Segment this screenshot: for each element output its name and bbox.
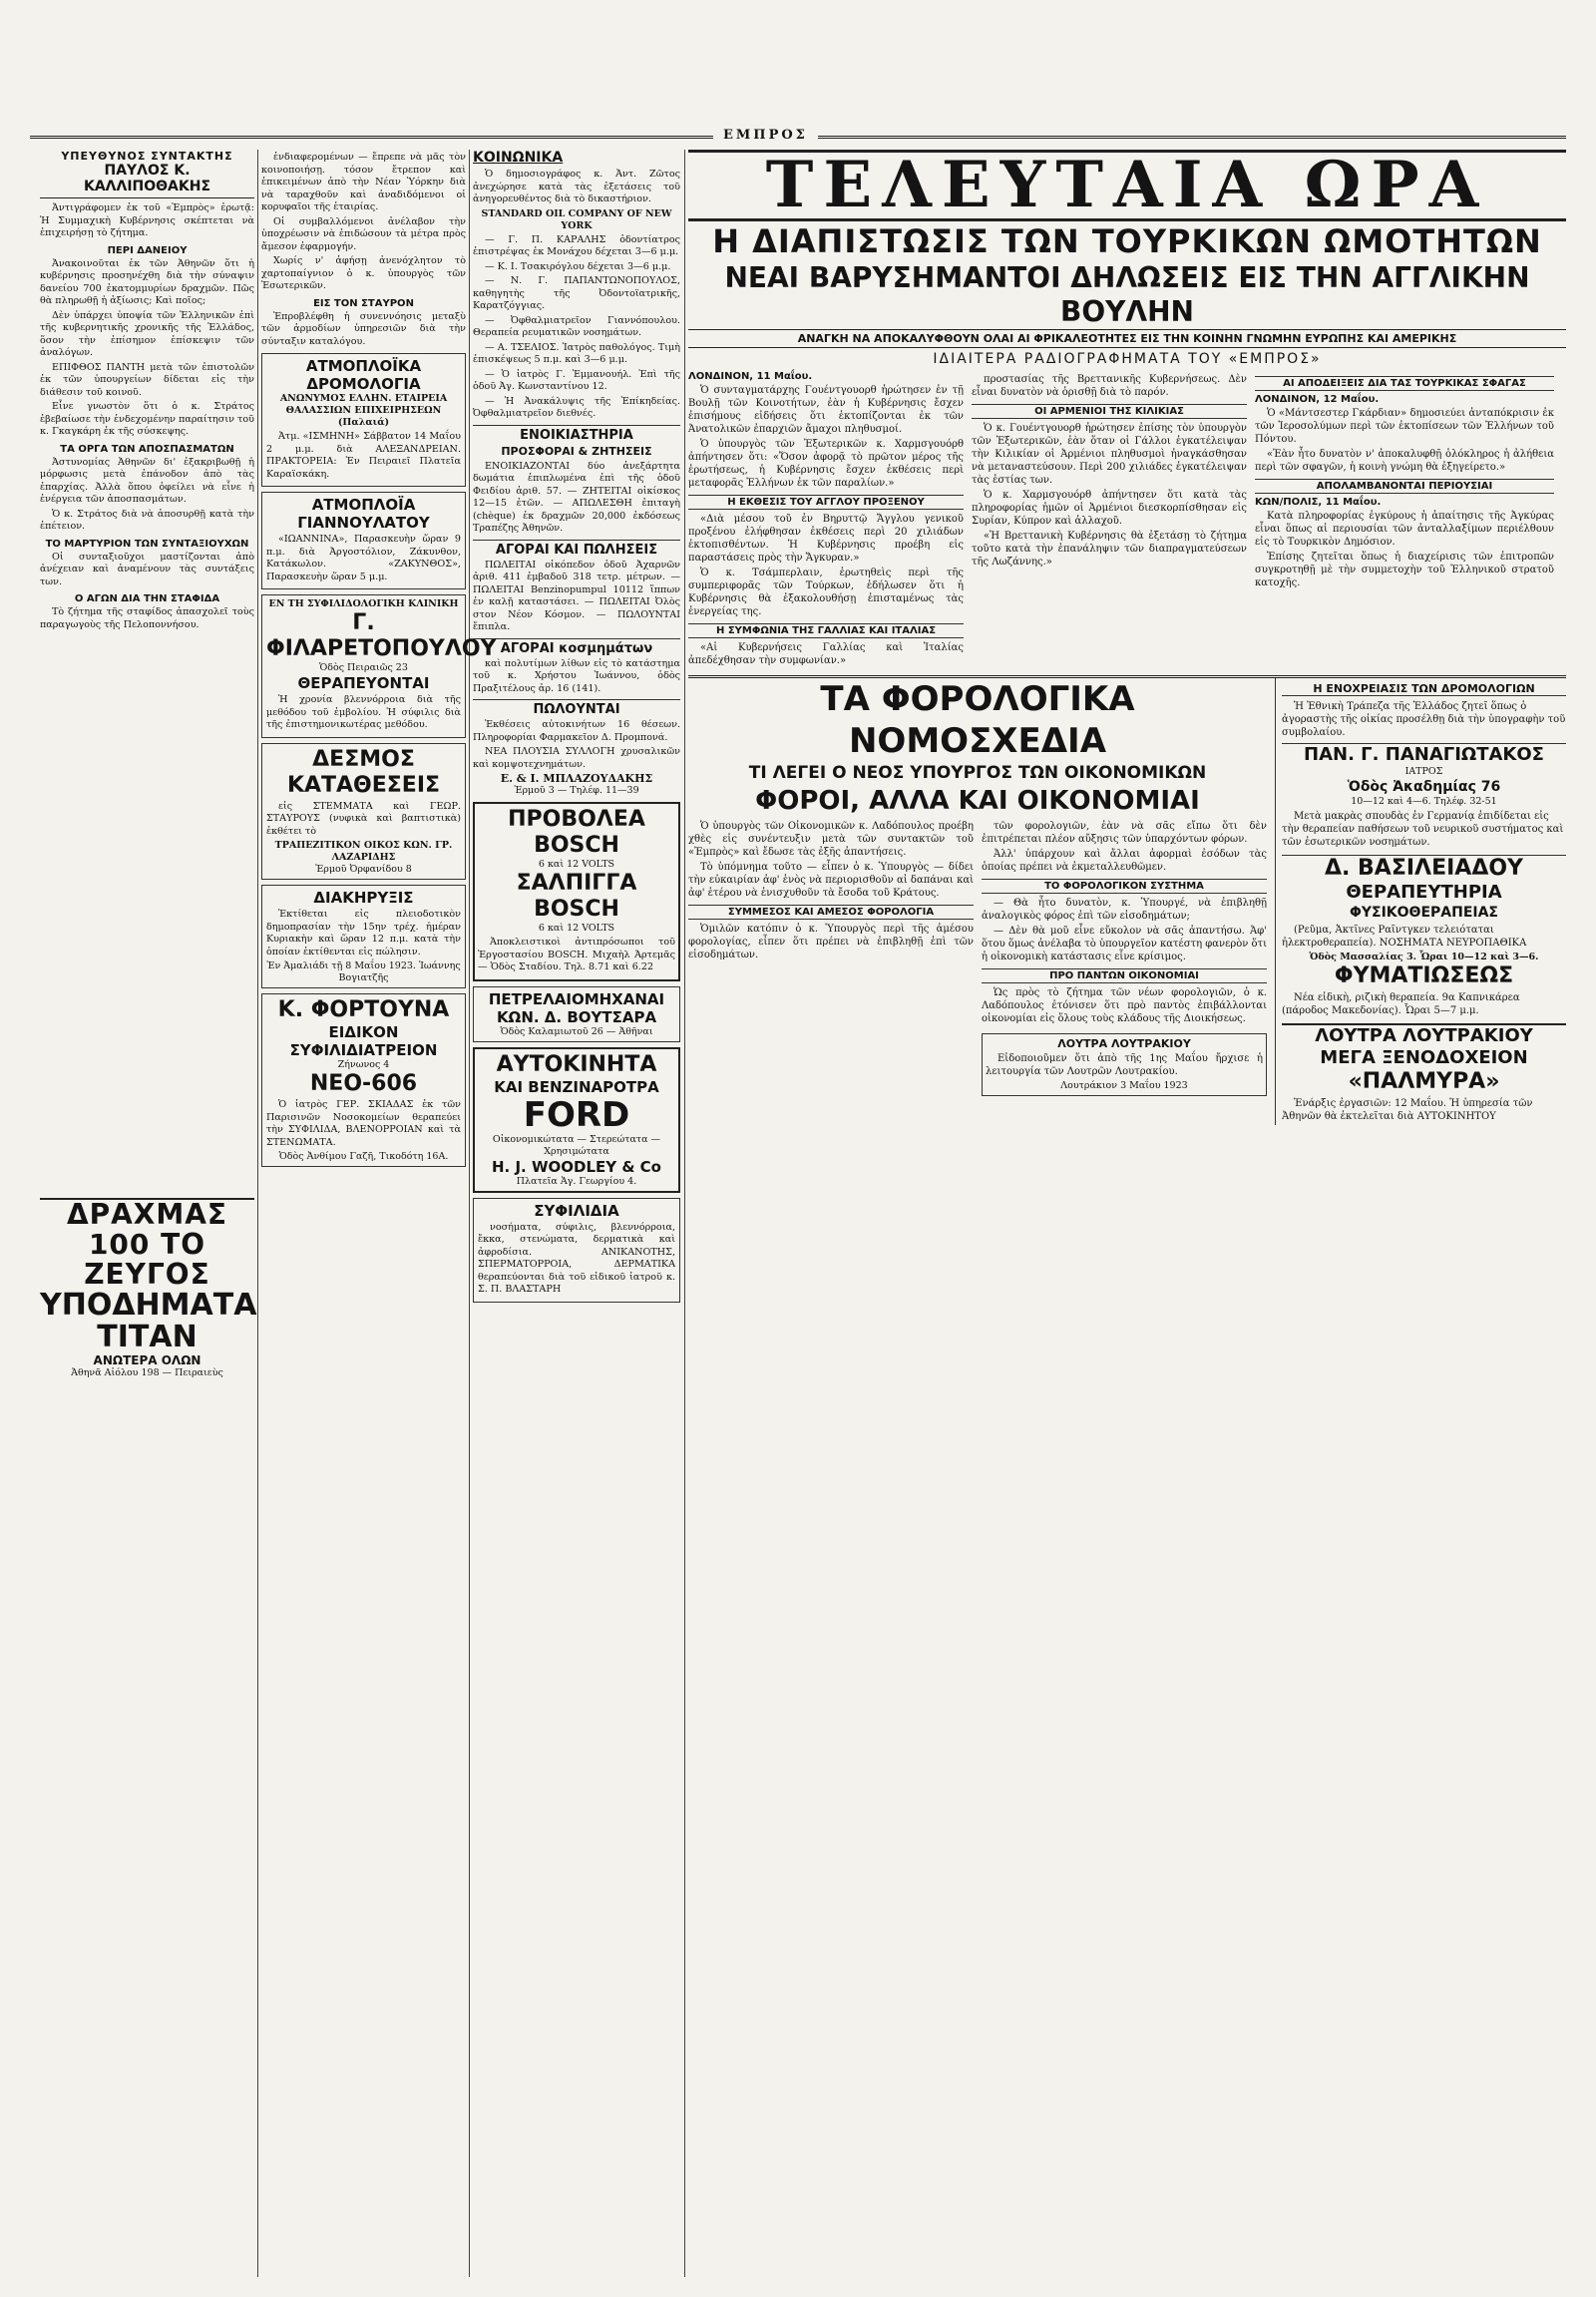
shipping-ad-company: ΑΝΩΝΥΜΟΣ ΕΛΛΗΝ. ΕΤΑΙΡΕΙΑ: [279, 393, 448, 404]
news-column-2: [972, 371, 1247, 669]
article-paragraph: Ὡς πρὸς τὸ ζήτημα τῶν νέων φορολογιῶν, ὁ κ. Λαδόπουλος ἐτόνισεν ὅτι πρὸ παντὸς ἐπιβάλλονται οἰκονομίαι εἰς ὅλους τοὺς κλάδους τῆς Διοικήσεως.: [982, 987, 1267, 1024]
article-heading: ΤΑ ΟΡΓΑ ΤΩΝ ΑΠΟΣΠΑΣΜΑΤΩΝ: [60, 443, 234, 455]
shipping-ad-2-body: «ΙΩΑΝΝΙΝΑ», Παρασκευὴν ὥραν 9 π.μ. διὰ Ἀργοστόλιον, Ζάκυνθον, Κατάκωλον. «ΖΑΚΥΝΘΟΣ», Παρασκευὴν ὥραν 5 μ.μ.: [266, 534, 461, 582]
syphilis-ad-title: ΣΥΦΙΛΙΔΙΑ: [534, 1201, 619, 1220]
front-section: [688, 150, 1566, 2287]
doctor-ad-address-2: Ὁδὸς Ἀνθίμου Γαζῆ, Τικοδότη 16Α.: [278, 1151, 449, 1162]
therapy-name: Δ. ΒΑΣΙΛΕΙΑΔΟΥ: [1282, 855, 1566, 882]
bosch-ad-title-2: ΣΑΛΠΙΓΓΑ BOSCH: [516, 871, 637, 922]
spa-notice-title: ΛΟΥΤΡΑ ΛΟΥΤΡΑΚΙΟΥ: [1057, 1037, 1191, 1050]
doctor-body: Μετὰ μακρὰς σπουδὰς ἐν Γερμανίᾳ ἐπιδίδεται εἰς τὴν θεραπείαν παθήσεων τοῦ νευρικοῦ συστήματος καὶ τῶν ἐσωτερικῶν νοσημάτων.: [1282, 811, 1564, 848]
shipping-ad-2: [261, 492, 466, 589]
classified-text: ΠΩΛΕΙΤΑΙ οἰκόπεδον ὁδοῦ Ἀχαρνῶν ἀριθ. 411 ἐμβαδοῦ 318 τετρ. μέτρων. — ΠΩΛΕΙΤΑΙ Benzinopumpul 10112 ἵππων ἐν καλῇ καταστάσει. — ΠΩΛΕΙΤΑΙ Ὀλὸς στον Νέον Κόσμον. — ΠΩΛΟΥΝΤΑΙ ἔπιπλα.: [473, 559, 680, 632]
article-paragraph: Χωρίς ν' ἀφήσῃ ἀνενόχλητον τὸ χαρτοπαίγνιον ὁ κ. ὑπουργὸς τῶν Ἐσωτερικῶν.: [261, 255, 466, 291]
dateline: ΛΟΝΔΙΝΟΝ, 11 Μαΐου.: [688, 371, 813, 382]
classifieds-subheading: ΠΡΟΣΦΟΡΑΙ & ΖΗΤΗΣΕΙΣ: [501, 444, 652, 458]
ford-ad-tagline: Οἰκονομικώτατα — Στερεώτατα — Χρησιμώτατα: [492, 1133, 661, 1157]
doctor-ad-sub: ΕΙΔΙΚΟΝ ΣΥΦΙΛΙΔΙΑΤΡΕΙΟΝ: [289, 1023, 438, 1059]
article-paragraph: Ἀστυνομίας Ἀθηνῶν δι' ἐξακριβωθῇ ἡ μόρφωσις μετὰ ἐπάνοδον ἀπὸ τὰς ἐπαρχίας. Ἀλλὰ ὅπου ὀφείλει νὰ εἶνε ἡ ἐνέργεια τῶν ἀποσπασμάτων.: [40, 456, 254, 505]
article-paragraph: Κατὰ πληροφορίας ἐγκύρους ἡ ἀπαίτησις τῆς Ἀγκύρας εἶναι ὅπως αἱ περιουσίαι τῶν ἀνταλλαξίμων περιέλθουν εἰς τὸ Τουρκικὸν Δημόσιον.: [1255, 511, 1554, 548]
doctor-hours: 10—12 καὶ 4—6. Τηλέφ. 32-51: [1351, 796, 1497, 807]
article-paragraph: — Α. ΤΣΕΛΙΟΣ. Ἰατρὸς παθολόγος. Τιμὴ ἐπισκέψεως 5 π.μ. καὶ 3—6 μ.μ.: [473, 341, 680, 365]
notice-ad-body: Ἐκτίθεται εἰς πλειοδοτικὸν δημοπρασίαν τὴν 15ην τρέχ. ἡμέραν Κυριακὴν καὶ ὥραν 12 π.μ. κατὰ τὴν ὁποίαν ἐκτίθενται εἰς πώλησιν.: [266, 909, 461, 957]
company-ad-address: Ἐρμοῦ 3 — Τηλέφ. 11—39: [514, 785, 639, 796]
article-paragraph: τῶν φορολογιῶν, ἐὰν νὰ σᾶς εἴπω ὅτι δὲν ἐπιτρέπεται πλέον αὔξησις τῶν ὑπαρχόντων φόρων.: [982, 821, 1267, 845]
article-paragraph: Ὁ συνταγματάρχης Γουέντγουορθ ἠρώτησεν ἐν τῇ Βουλῇ τῶν Κοινοτήτων, ἐὰν ἡ Κυβέρνησις ἔσχεν ἐπισήμους εἰδήσεις ὅτι ἐκτοπίζονται ἐκ τῶν Ἀνατολικῶν ἐπαρχιῶν ἄμαχοι πληθυσμοί.: [688, 385, 964, 435]
article-heading: Η ΕΚΘΕΣΙΣ ΤΟΥ ΑΓΓΛΟΥ ΠΡΟΞΕΝΟΥ: [688, 495, 964, 510]
article-paragraph: ΕΠΙΦΘΟΣ ΠΑΝΤΗ μετὰ τῶν ἐπιστολῶν ἐκ τῶν ὑπουργείων δίδεται εἰς τὴν διάθεσιν τοῦ κοινοῦ.: [40, 361, 254, 398]
article-paragraph: Ὁ κ. Γουέντγουορθ ἠρώτησεν ἐπίσης τὸν ὑπουργὸν τῶν Ἐξωτερικῶν, ἐὰν ὅταν οἱ Γάλλοι ἐγκατέλειψαν τὴν Κιλικίαν οἱ Ἀρμένιοι πληθυσμοὶ ἠναγκάσθησαν νὰ μεταναστεύσουν. Περὶ 200 χιλιάδες ἐγκατέλειψαν τὰς ἑστίας των.: [972, 423, 1247, 486]
main-subheadline-2: ΑΝΑΓΚΗ ΝΑ ΑΠΟΚΑΛΥΦΘΟΥΝ ΟΛΑΙ ΑΙ ΦΡΙΚΑΛΕΟΤΗΤΕΣ ΕΙΣ ΤΗΝ ΚΟΙΝΗΝ ΓΝΩΜΗΝ ΕΥΡΩΠΗΣ ΚΑΙ ΑΜΕΡΙΚΗΣ: [688, 329, 1566, 348]
article-paragraph: «Αἱ Κυβερνήσεις Γαλλίας καὶ Ἰταλίας ἀπεδέχθησαν τὴν συμφωνίαν.»: [688, 642, 964, 666]
classifieds-heading: ΕΝΟΙΚΙΑΣΤΗΡΙΑ: [473, 425, 680, 443]
article-paragraph: «Ἡ Βρεττανικὴ Κυβέρνησις θὰ ἐξετάσῃ τὸ ζήτημα τοῦτο κατὰ τὴν ἐπανάληψιν τῶν διαπραγματεύσεων τῆς Λωζάννης.»: [972, 531, 1247, 568]
finance-layout: [688, 678, 1566, 1125]
bosch-ad-volts-2: 6 καὶ 12 VOLTS: [538, 923, 615, 934]
ford-ad-address: Πλατεῖα Ἁγ. Γεωργίου 4.: [516, 1175, 637, 1187]
classified-text: καὶ πολυτίμων λίθων εἰς τὸ κατάστημα τοῦ κ. Χρήστου Ἰωάννου, ὁδὸς Πραξιτέλους ἀρ. 16 (141).: [473, 657, 680, 694]
clinic-ad-main: ΘΕΡΑΠΕΥΟΝΤΑΙ: [297, 674, 430, 692]
doctor-ad-body: Ὁ ἰατρὸς ΓΕΡ. ΣΚΙΑΔΑΣ ἐκ τῶν Παρισινῶν Νοσοκομείων θεραπεύει τὴν ΣΥΦΙΛΙΔΑ, ΒΛΕΝΟΡΡΟΙΑΝ καὶ τὰ ΣΤΕΝΩΜΑΤΑ.: [266, 1099, 461, 1148]
dateline: ΛΟΝΔΙΝΟΝ, 12 Μαΐου.: [1255, 394, 1380, 405]
finance-article: [688, 678, 1267, 1125]
article-paragraph: Ὁμιλῶν κατόπιν ὁ κ. Ὑπουργὸς περὶ τῆς ἀμέσου φορολογίας, εἶπεν ὅτι πρέπει νὰ ἐπιβληθῇ ἐπὶ τῶν εἰσοδημάτων.: [688, 924, 974, 960]
article-paragraph: — Κ. Ι. Τσακιρόγλου δέχεται 3—6 μ.μ.: [485, 260, 671, 272]
article-paragraph: — Θὰ ἦτο δυνατὸν, κ. Ὑπουργέ, νὰ ἐπιβληθῇ ἀναλογικὸς φόρος ἐπὶ τῶν εἰσοδημάτων;: [982, 898, 1267, 922]
column-2: [261, 150, 497, 2287]
finance-subtitle-2: ΦΟΡΟΙ, ΑΛΛΑ ΚΑΙ ΟΙΚΟΝΟΜΙΑΙ: [755, 786, 1200, 816]
finance-columns: [688, 818, 1267, 1096]
classifieds-heading: ΑΓΟΡΑΙ ΚΑΙ ΠΩΛΗΣΕΙΣ: [473, 540, 680, 558]
finance-subtitle: ΤΙ ΛΕΓΕΙ Ο ΝΕΟΣ ΥΠΟΥΡΓΟΣ ΤΩΝ ΟΙΚΟΝΟΜΙΚΩΝ: [748, 763, 1207, 783]
jewel-ad-address: Ἐρμοῦ Ὀρφανίδου 8: [315, 864, 412, 875]
jewel-ad: [261, 743, 466, 881]
doctor-ad-big: ΝΕΟ-606: [309, 1071, 418, 1096]
article-paragraph: προστασίας τῆς Βρεττανικῆς Κυβερνήσεως. Δὲν εἶναι δυνατὸν νὰ ὁρισθῇ διὰ τὸ παρόν.: [972, 374, 1247, 398]
shipping-ad-body: Ἀτμ. «ΙΣΜΗΝΗ» Σάββατον 14 Μαΐου 2 μ.μ. διὰ ΑΛΕΞΑΝΔΡΕΙΑΝ. ΠΡΑΚΤΟΡΕΙΑ: Ἐν Πειραιεῖ Πλατεῖα Καραϊσκάκη.: [266, 431, 461, 480]
article-paragraph: Ὁ κ. Χαρμσγουόρθ ἀπήντησεν ὅτι κατὰ τὰς πληροφορίας ἡμῶν οἱ Ἀρμένιοι διεσκορπίσθησαν εἰς Συρίαν, Κύπρον καὶ ἀλλαχοῦ.: [972, 490, 1247, 527]
doctor-role: ΙΑΤΡΟΣ: [1404, 766, 1443, 777]
spa-notice: [982, 1033, 1267, 1096]
article-heading: ΟΙ ΑΡΜΕΝΙΟΙ ΤΗΣ ΚΙΛΙΚΙΑΣ: [972, 404, 1247, 419]
engine-ad: [473, 986, 680, 1042]
newspaper-name: ΕΜΠΡΟΣ: [713, 128, 818, 143]
article-paragraph: Ὁ «Μάντσεστερ Γκάρδιαν» δημοσιεύει ἀνταπόκρισιν ἐκ τῶν Ἱεροσολύμων περὶ τῶν ἐκτοπίσεων τῶν Ἑλλήνων τοῦ Πόντου.: [1255, 408, 1554, 445]
article-heading: ΤΟ ΜΑΡΤΥΡΙΟΝ ΤΩΝ ΣΥΝΤΑΞΙΟΥΧΩΝ: [45, 538, 249, 550]
therapy-address: Ὁδὸς Μασσαλίας 3. Ὧραι 10—12 καὶ 3—6.: [1309, 952, 1539, 962]
column-divider: [257, 150, 258, 2277]
therapy-big: ΦΥΜΑΤΙΩΣΕΩΣ: [1334, 963, 1514, 988]
article-heading: ΑΠΟΛΑΜΒΑΝΟΝΤΑΙ ΠΕΡΙΟΥΣΙΑΙ: [1255, 479, 1554, 494]
news-column-1: [688, 371, 964, 669]
bosch-ad-volts: 6 καὶ 12 VOLTS: [538, 859, 615, 870]
article-paragraph: — Ν. Γ. ΠΑΠΑΝΤΩΝΟΠΟΥΛΟΣ, καθηγητὴς τῆς Ὀδοντοϊατρικῆς, Καρατζόγγιας.: [473, 275, 680, 311]
jewel-ad-body: εἰς ΣΤΕΜΜΑΤΑ καὶ ΓΕΩΡ. ΣΤΑΥΡΟΥΣ (νυφικὰ καὶ βαπτιστικὰ) ἐκθέτει τὸ: [266, 800, 461, 837]
therapy-subtitle: ΦΥΣΙΚΟΘΕΡΑΠΕΙΑΣ: [1349, 905, 1498, 921]
shoe-ad-price: ΔΡΑΧΜΑΣ 100 ΤΟ ΖΕΥΓΟΣ: [40, 1198, 254, 1290]
doctor-name: ΠΑΝ. Γ. ΠΑΝΑΓΙΩΤΑΚΟΣ: [1282, 743, 1566, 766]
article-paragraph: Ἀνακοινοῦται ἐκ τῶν Ἀθηνῶν ὅτι ἡ κυβέρνησις προσηνέχθη διὰ τὴν σύναψιν δανείου 700 ἑκατομμυρίων δραχμῶν. Πῶς θὰ πληρωθῇ ἡ ἀξίωσις; Καὶ ποῖος;: [40, 257, 254, 306]
ford-ad-brand: FORD: [523, 1094, 630, 1135]
article-paragraph: Ὁ δημοσιογράφος κ. Ἀντ. Ζῶτος ἀνεχώρησε κατὰ τὰς ἐξετάσεις τοῦ ἀνηγορευθέντος διὰ τὸ δικαστήριον.: [473, 169, 680, 204]
article-paragraph: Δὲν ὑπάρχει ὑποψία τῶν Ἑλληνικῶν ἐπὶ τῆς κυβερνητικῆς χρονικῆς τῆς Ἑλλάδος, ὅσον τὴν ἐπίσημον ἐπίσκεψιν τῶν ἀναλόγων.: [40, 309, 254, 358]
jewel-ad-shop: ΤΡΑΠΕΖΙΤΙΚΟΝ ΟΙΚΟΣ ΚΩΝ. ΓΡ. ΛΑΖΑΡΙΔΗΣ: [274, 840, 453, 863]
masthead: [0, 128, 1596, 144]
article-paragraph: «Διὰ μέσου τοῦ ἐν Βηρυττῷ Ἄγγλου γενικοῦ προξένου ἐλήφθησαν ἐκθέσεις περὶ 20 χιλιάδων ἐκτοπισθέντων. Ἡ Κυβέρνησις προέβη εἰς παραστάσεις πρὸς τὴν Ἄγκυραν.»: [688, 514, 964, 564]
ad-body: Ἡ Ἐθνικὴ Τράπεζα τῆς Ἑλλάδος ζητεῖ ὅπως ὁ ἀγοραστὴς τῆς οἰκίας προσέλθῃ διὰ τὴν ὑπογραφὴν τοῦ συμβολαίου.: [1282, 701, 1566, 738]
syphilis-ad-body: νοσήματα, σύφιλις, βλεννόρροια, ἔκκα, στενώματα, δερματικὰ καὶ ἀφροδίσια. ΑΝΙΚΑΝΟΤΗΣ, ΣΠΕΡΜΑΤΟΡΡΟΙΑ, ΔΕΡΜΑΤΙΚΑ θεραπεύονται διὰ τοῦ εἰδικοῦ ἰατροῦ κ. Σ. Π. ΒΛΑΣΤΑΡΗ: [478, 1221, 675, 1295]
doctor-ad-name: Κ. ΦΟΡΤΟΥΝΑ: [277, 997, 450, 1022]
editor-name: ΠΑΥΛΟΣ Κ. ΚΑΛΛΙΠΟΘΑΚΗΣ: [40, 163, 254, 198]
jewel-ad-title: ΔΕΣΜΟΣ ΚΑΤΑΘΕΣΕΙΣ: [286, 746, 441, 798]
doctor-ad: [261, 993, 466, 1167]
main-subheadline-3: ΙΔΙΑΙΤΕΡΑ ΡΑΔΙΟΓΡΑΦΗΜΑΤΑ ΤΟΥ «ΕΜΠΡΟΣ»: [933, 351, 1322, 367]
main-subheadline: ΝΕΑΙ ΒΑΡΥΣΗΜΑΝΤΟΙ ΔΗΛΩΣΕΙΣ ΕΙΣ ΤΗΝ ΑΓΓΛΙΚΗΝ ΒΟΥΛΗΝ: [724, 261, 1530, 328]
ford-ad-dealer: H. J. WOODLEY & Co: [492, 1157, 661, 1176]
shipping-ad-2-title: ΑΤΜΟΠΛΟΪΑ ΓΙΑΝΝΟΥΛΑΤΟΥ: [297, 496, 430, 532]
bosch-ad-title: ΠΡΟΒΟΛΕΑ BOSCH: [508, 807, 645, 858]
article-paragraph: Εἶνε γνωστὸν ὅτι ὁ κ. Στράτος ἐβεβαίωσε τὴν ἐνδεχομένην παραίτησιν τοῦ κ. Γκαγκάρη ἐκ τῆς σύσκεψης.: [40, 401, 254, 437]
article-paragraph: Οἱ συμβαλλόμενοι ἀνέλαβον τὴν ὑποχρέωσιν νὰ ἐπιδώσουν τὰ μέτρα πρὸς ἄμεσον ἐφαρμογήν.: [261, 215, 466, 252]
clinic-ad: [261, 594, 497, 738]
main-title: ΤΕΛΕΥΤΑΙΑ ΩΡΑ: [688, 150, 1566, 221]
article-paragraph: — Ὁ ἰατρὸς Γ. Ἐμμανουήλ. Ἐπὶ τῆς ὁδοῦ Ἀγ. Κωνσταντίνου 12.: [473, 368, 680, 392]
shoe-ad-brand: ΥΠΟΔΗΜΑΤΑ ΤΙΤΑΝ: [40, 1288, 257, 1354]
finance-title: ΤΑ ΦΟΡΟΛΟΓΙΚΑ ΝΟΜΟΣΧΕΔΙΑ: [820, 679, 1135, 761]
ford-ad: [473, 1047, 680, 1193]
article-paragraph: Οἱ συνταξιοῦχοι μαστίζονται ἀπὸ ἀνέχειαν καὶ ἀναμένουν τὰς συντάξεις των.: [40, 551, 254, 587]
article-paragraph: Ἀλλ' ὑπάρχουν καὶ ἄλλαι ἀφορμαὶ ἐσόδων τὰς ὁποίας πρέπει νὰ ἐκμεταλλευθῶμεν.: [982, 849, 1267, 873]
article-paragraph: Ἐπίσης ζητεῖται ὅπως ἡ διαχείρισις τῶν ἐπιτροπῶν συγκροτηθῇ μὲ τὴν συμμετοχὴν τοῦ Ἑλληνικοῦ στρατοῦ κατοχῆς.: [1255, 552, 1554, 588]
article-heading: Η ΣΥΜΦΩΝΙΑ ΤΗΣ ΓΑΛΛΙΑΣ ΚΑΙ ΙΤΑΛΙΑΣ: [688, 623, 964, 638]
column-1: [40, 150, 257, 2287]
spa-ad-title: ΛΟΥΤΡΑ ΛΟΥΤΡΑΚΙΟΥ: [1282, 1023, 1566, 1047]
shoe-ad-address: Ἀθηνᾶ Αἰόλου 198 — Πειραιεὺς: [71, 1367, 223, 1378]
classified-text: ΕΝΟΙΚΙΑΖΟΝΤΑΙ δύο ἀνεξάρτητα δωμάτια ἐπιπλωμένα ἐπὶ τῆς ὁδοῦ Φειδίου ἀριθ. 57. — ΖΗΤΕΙΤΑΙ οἰκίσκος 12—15 ἐτῶν. — ΑΠΩΛΕΣΘΗ ἐπιταγὴ (chèque) ἐκ δραχμῶν 20,000 ἐκδόσεως Τραπέζης Ἀθηνῶν.: [473, 460, 680, 534]
finance-column-1: [688, 818, 974, 1096]
column-filler: [40, 633, 254, 1192]
news-column-3: [1255, 371, 1554, 669]
shipping-ad-title: ΑΤΜΟΠΛΟΪΚΑ ΔΡΟΜΟΛΟΓΙΑ: [305, 357, 422, 393]
article-paragraph: — Δὲν θὰ μοῦ εἶνε εὔκολον νὰ σᾶς ἀπαντήσω. Ἀφ' ὅτου ὅμως ἀνέλαβα τὸ ὑπουργεῖον κατέστη φανερὸν ὅτι ἡ οἰκονομικὴ κατάστασις εἶνε κρίσιμος.: [982, 926, 1267, 962]
article-paragraph: Ἐπροβλέφθη ἡ συνεννόησις μεταξὺ τῶν ἁρμοδίων ὑπηρεσιῶν διὰ τὴν σύνταξιν καταλόγου.: [261, 310, 466, 347]
classified-text: ΝΕΑ ΠΛΟΥΣΙΑ ΣΥΛΛΟΓΗ χρυσαλικῶν καὶ κομψοτεχνημάτων.: [473, 746, 680, 770]
bosch-ad: [473, 802, 680, 981]
bosch-ad-body: Ἀποκλειστικοὶ ἀντιπρόσωποι τοῦ Ἐργοστασίου BOSCH. Μιχαὴλ Ἀρτεμᾶς — Ὁδὸς Σταδίου. Τηλ. 8.71 καὶ 6.22: [478, 937, 675, 972]
main-headline: Η ΔΙΑΠΙΣΤΩΣΙΣ ΤΩΝ ΤΟΥΡΚΙΚΩΝ ΩΜΟΤΗΤΩΝ: [712, 222, 1542, 260]
column-divider: [469, 150, 470, 2277]
right-ads: [1275, 678, 1566, 1125]
article-paragraph: Ὁ ὑπουργὸς τῶν Οἰκονομικῶν κ. Λαδόπουλος προέβη χθὲς εἰς συνέντευξιν μετὰ τῶν συντακτῶν τοῦ «Ἐμπρὸς» καὶ ἔδωσε τὰς ἐξῆς ἀπαντήσεις.: [688, 821, 974, 858]
spa-ad-body: Ἐνάρξις ἐργασιῶν: 12 Μαΐου. Ἡ ὑπηρεσία τῶν Ἀθηνῶν θὰ ἐκτελεῖται διὰ ΑΥΤΟΚΙΝΗΤΟΥ: [1282, 1098, 1533, 1122]
company-ad-name: Ε. & Ι. ΜΠΛΑΖΟΥΔΑΚΗΣ: [500, 772, 653, 785]
finance-section: [688, 675, 1566, 1125]
ad-heading: Η ΕΝΟΧΡΕΙΑΣΙΣ ΤΩΝ ΔΡΟΜΟΛΟΓΙΩΝ: [1282, 682, 1566, 696]
column-divider: [684, 150, 685, 2277]
shipping-ad-company-sub: ΘΑΛΑΣΣΙΩΝ ΕΠΙΧΕΙΡΗΣΕΩΝ (Παλαιά): [285, 405, 442, 428]
dateline: ΚΩΝ/ΠΟΛΙΣ, 11 Μαΐου.: [1255, 497, 1382, 508]
therapy-extra: Νέα εἰδικὴ, ριζικὴ θεραπεία. 9α Καπνικάρεα (πάροδος Μακεδονίας). Ὧραι 5—7 μ.μ.: [1282, 992, 1520, 1016]
clinic-ad-header: ΕΝ ΤΗ ΣΥΦΙΛΙΔΟΛΟΓΙΚΗ ΚΛΙΝΙΚΗ: [268, 598, 459, 609]
therapy-title: ΘΕΡΑΠΕΥΤΗΡΙΑ: [1346, 882, 1502, 903]
article-paragraph: Τὸ ζήτημα τῆς σταφίδος ἀπασχολεῖ τοὺς παραγωγοὺς τῆς Πελοποννήσου.: [40, 606, 254, 630]
ford-ad-sub: ΚΑΙ ΒΕΝΖΙΝΑΡΟΤΡΑ: [494, 1077, 659, 1096]
clinic-ad-name: Γ. ΦΙΛΑΡΕΤΟΠΟΥΛΟΥ: [266, 610, 497, 661]
notice-ad: [261, 885, 466, 988]
spa-ad-hotel: ΜΕΓΑ ΞΕΝΟΔΟΧΕΙΟΝ: [1320, 1047, 1528, 1068]
article-heading: ΠΡΟ ΠΑΝΤΩΝ ΟΙΚΟΝΟΜΙΑΙ: [982, 968, 1267, 983]
editor-label: ΥΠΕΥΘΥΝΟΣ ΣΥΝΤΑΚΤΗΣ: [61, 150, 233, 163]
classified-text: Ἐκθέσεις αὐτοκινήτων 16 θέσεων. Πληροφορίαι Φαρμακεῖον Δ. Προμπονά.: [473, 719, 680, 743]
clinic-ad-address: Ὁδὸς Πειραιῶς 23: [319, 662, 408, 673]
classifieds-heading: ΑΓΟΡΑΙ κοσμημάτων: [473, 638, 680, 656]
article-heading: ΑΙ ΑΠΟΔΕΙΞΕΙΣ ΔΙΑ ΤΑΣ ΤΟΥΡΚΙΚΑΣ ΣΦΑΓΑΣ: [1255, 376, 1554, 391]
classifieds-heading: ΠΩΛΟΥΝΤΑΙ: [473, 699, 680, 717]
article-paragraph: «Ἐὰν ἦτο δυνατὸν ν' ἀποκαλυφθῇ ὁλόκληρος ἡ ἀλήθεια περὶ τῶν σφαγῶν, ἡ κοινὴ γνώμη θὰ ἐξηγείρετο.»: [1255, 449, 1554, 473]
shoe-ad-tagline: ΑΝΩΤΕΡΑ ΟΛΩΝ: [93, 1353, 201, 1367]
spa-notice-body: Εἰδοποιοῦμεν ὅτι ἀπὸ τῆς 1ης Μαΐου ἤρχισε ἡ λειτουργία τῶν Λουτρῶν Λουτρακίου.: [986, 1053, 1263, 1077]
article-paragraph: ἐνδιαφερομένων — ἔπρεπε νὰ μᾶς τὸν κοινοποιήσῃ. τόσον ἔτρεπον καὶ ἐπικειμένων ἀπὸ τὴν Νέαν Ὑόρκην διὰ νὰ ταραχθοῦν καὶ ἀναδιδόμενοι οἱ κορυφαῖοι τῆς ἑταιρίας.: [261, 152, 466, 212]
doctor-address: Ὁδὸς Ἀκαδημίας 76: [1347, 779, 1501, 795]
section-label: ΚΟΙΝΩΝΙΚΑ: [473, 150, 564, 166]
notice-ad-signature: Ἐν Ἀμαλιάδι τῇ 8 Μαΐου 1923. Ἰωάννης Βογιατζῆς: [266, 960, 461, 983]
clinic-ad-body: Ἡ χρονία βλεννόρροια διὰ τῆς μεθόδου τοῦ ἐμβολίου. Ἡ σύφιλις διὰ τῆς ἐπιστημονικωτέρας μεθόδου.: [266, 694, 461, 730]
article-heading: Ο ΑΓΩΝ ΔΙΑ ΤΗΝ ΣΤΑΦΙΔΑ: [74, 593, 220, 604]
article-paragraph: — Γ. Π. ΚΑΡΑΛΗΣ ὀδοντίατρος ἐπιστρέψας ἐκ Μονάχου δέχεται 3—6 μ.μ.: [473, 233, 680, 257]
news-columns: [688, 371, 1566, 669]
doctor-ad-address: Ζήνωνος 4: [337, 1059, 390, 1070]
therapy-body: (Ρεῦμα, Ἀκτῖνες Ραῖντγκεν τελειόταται ἠλεκτροθεραπεία). ΝΟΣΗΜΑΤΑ ΝΕΥΡΟΠΑΘΙΚΑ: [1282, 925, 1527, 949]
ford-ad-title: ΑΥΤΟΚΙΝΗΤΑ: [496, 1051, 657, 1077]
article-paragraph: — Ὀφθαλμιατρεῖον Γιαννόπουλου. Θεραπεία ρευματικῶν νοσημάτων.: [473, 314, 680, 338]
syphilis-ad: [473, 1198, 680, 1303]
notice-ad-title: ΔΙΑΚΗΡΥΞΙΣ: [313, 889, 414, 907]
article-paragraph: — Ἡ Ἀνακάλυψις τῆς Ἐπίκηδείας. Ὀφθαλμιατρεῖον διεθνές.: [473, 395, 680, 419]
engine-ad-address: Ὁδὸς Καλαμιωτοῦ 26 — Ἀθῆναι: [500, 1025, 653, 1037]
article-heading: ΠΕΡΙ ΔΑΝΕΙΟΥ: [107, 244, 188, 256]
article-heading: ΣΥΜΜΕΣΟΣ ΚΑΙ ΑΜΕΣΟΣ ΦΟΡΟΛΟΓΙΑ: [688, 905, 974, 920]
engine-ad-name: ΚΩΝ. Δ. ΒΟΥΤΣΑΡΑ: [496, 1007, 657, 1026]
article-paragraph: Ὁ κ. Τσάμπερλαιν, ἐρωτηθεὶς περὶ τῆς συμπεριφορᾶς τῶν Τούρκων, ἐδήλωσεν ὅτι ἡ Κυβέρνησις θὰ ἐξακολουθήσῃ ἐπισταμένως τὰς ἐνεργείας της.: [688, 568, 964, 617]
article-paragraph: Ὁ κ. Στράτος διὰ νὰ ἀποσυρθῇ κατὰ τὴν ἐπέτειον.: [40, 508, 254, 532]
article-heading: ΕΙΣ ΤΟΝ ΣΤΑΥΡΟΝ: [313, 297, 414, 309]
oil-company-name: STANDARD OIL COMPANY OF NEW YORK: [481, 207, 672, 231]
article-paragraph: Τὸ ὑπόμνημα τοῦτο — εἶπεν ὁ κ. Ὑπουργὸς — δίδει τὴν εὐκαιρίαν ἀφ' ἑνὸς νὰ περιορισθοῦν αἱ δαπάναι καὶ ἀφ' ἑτέρου νὰ ἐνισχυθοῦν τὰ ἔσοδα τοῦ Κράτους.: [688, 862, 974, 899]
spa-notice-signature: Λουτράκιον 3 Μαΐου 1923: [1060, 1080, 1188, 1091]
shipping-ad: [261, 353, 466, 487]
spa-ad-name: «ΠΑΛΜΥΡΑ»: [1348, 1069, 1500, 1094]
article-paragraph: Ἀντιγράφομεν ἐκ τοῦ «Ἐμπρὸς» ἐρωτᾷ: Ἡ Συμμαχικὴ Κυβέρνησις σκέπτεται νὰ ἐπιχειρήσῃ τὸ ζήτημα.: [40, 202, 254, 238]
column-3: [473, 150, 680, 2287]
engine-ad-title: ΠΕΤΡΕΛΑΙΟΜΗΧΑΝΑΙ: [488, 989, 665, 1008]
article-paragraph: Ὁ ὑπουργὸς τῶν Ἐξωτερικῶν κ. Χαρμσγουόρθ ἀπήντησεν ὅτι: «Ὅσον ἀφορᾷ τὸ πρῶτον μέρος τῆς ἐρωτήσεως, ἡ Κυβέρνησις ἔσχεν ἐκθέσεις περὶ μεταφορᾶς Ἑλλήνων ἐκ τῶν παραλίων.»: [688, 439, 964, 489]
finance-column-2: [982, 818, 1267, 1096]
article-heading: ΤΟ ΦΟΡΟΛΟΓΙΚΟΝ ΣΥΣΤΗΜΑ: [982, 879, 1267, 894]
